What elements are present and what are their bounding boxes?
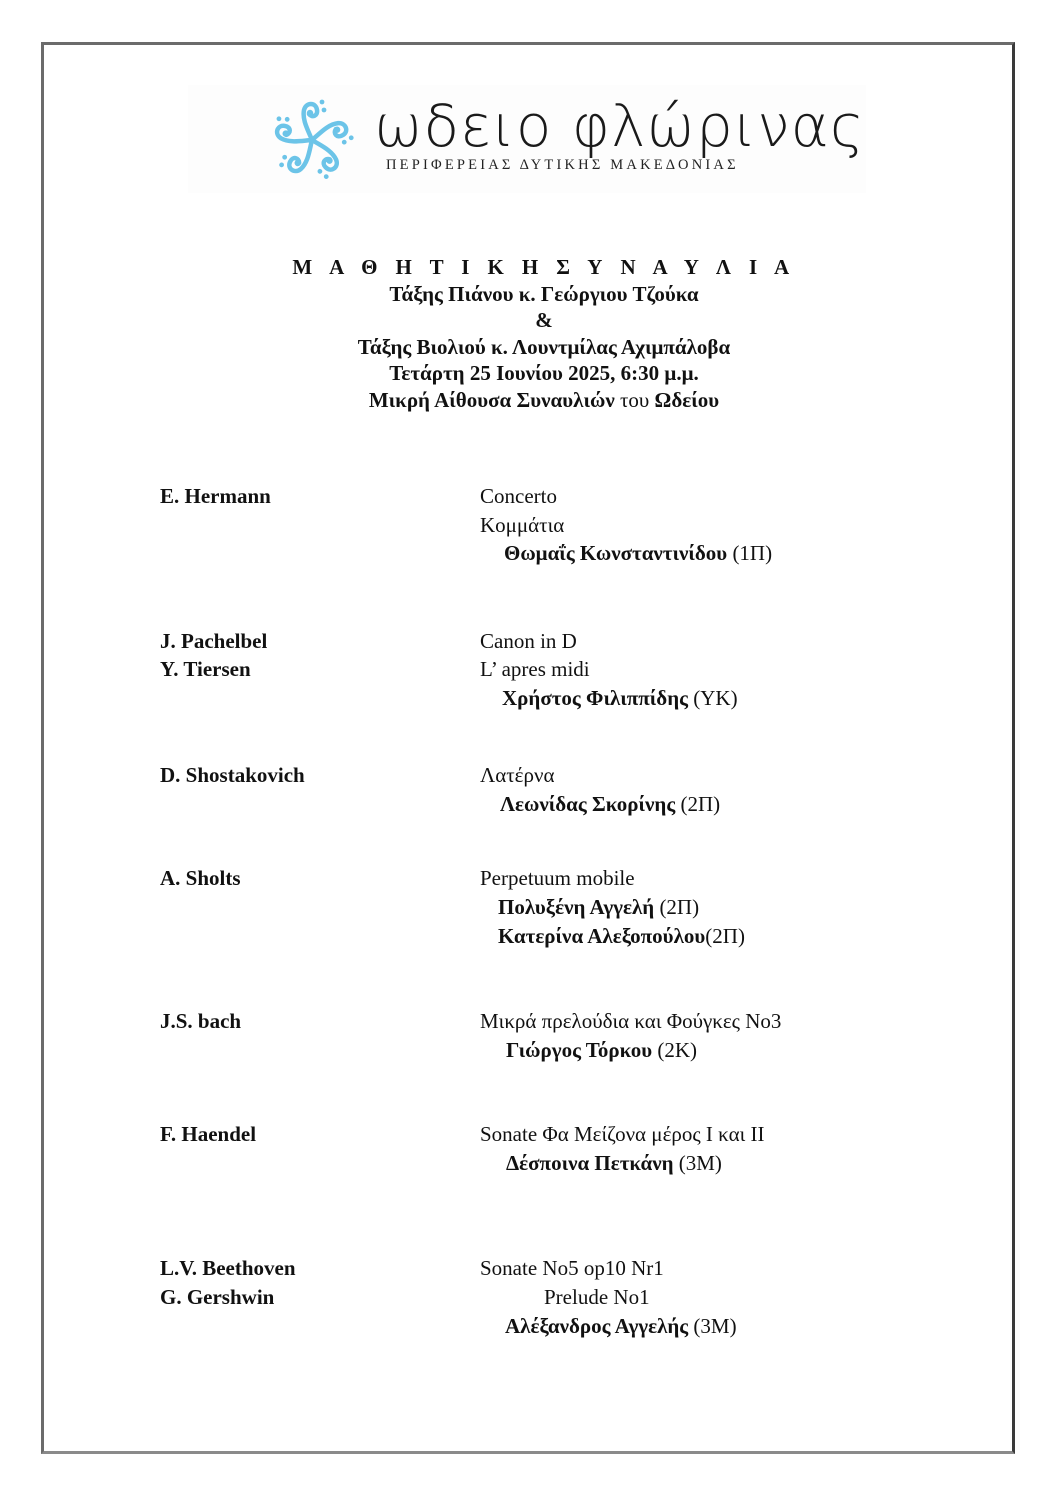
logo-subtitle: ΠΕΡΙΦΕΡΕΙΑΣ ΔΥΤΙΚΗΣ ΜΑΚΕΔΟΝΙΑΣ [386,157,739,173]
violin-class-line: Τάξης Βιολιού κ. Λουντμίλας Αχιμπάλοβα [357,334,731,359]
logo-title: ωδειο φλώρινας [374,92,865,160]
performer-name: Γιώργος Τόρκου [506,1038,653,1062]
venue-name: Μικρή Αίθουσα Συναυλιών [368,387,615,412]
work-title: Κομμάτια [480,513,565,537]
performer-class: (3Μ) [688,1314,737,1338]
performer-name: Κατερίνα Αλεξοπούλου [498,924,706,948]
performer-class: (2Π) [705,924,745,948]
performer-name: Αλέξανδρος Αγγελής [505,1314,689,1338]
venue-institution: Ωδείου [654,387,720,412]
composer: F. Haendel [160,1122,257,1146]
work-title: L’ apres midi [480,657,590,681]
performer-class: (2Π) [654,895,700,919]
performer [498,893,699,921]
performer [500,790,720,818]
performer-name: Πολυξένη Αγγελή [498,895,655,919]
performer-class: (1Π) [727,541,773,565]
concert-heading [0,254,1058,413]
composer: E. Hermann [160,484,271,508]
performer-name: Λεωνίδας Σκορίνης [500,792,676,816]
performer [504,539,772,567]
work-title: Sonate No5 op10 Nr1 [480,1256,664,1280]
work-title: Μικρά πρελούδια και Φούγκες Νο3 [480,1009,782,1033]
performer-class: (2Κ) [652,1038,697,1062]
performer-class: (ΥΚ) [688,686,738,710]
venue-line [0,387,1058,414]
work-title: Sonate Φα Μείζονα μέρος Ι και ΙΙ [480,1122,765,1146]
ampersand-line: & [535,308,553,332]
composer: L.V. Beethoven [160,1256,296,1280]
composer: Y. Tiersen [160,657,251,681]
piano-class-line: Τάξης Πιάνου κ. Γεώργιου Τζούκα [389,281,699,306]
concert-title: Μ Α Θ Η Τ Ι Κ Η Σ Υ Ν Α Υ Λ Ι Α [292,255,796,279]
work-title: Perpetuum mobile [480,866,635,890]
performer-name: Θωμαΐς Κωνσταντινίδου [504,541,728,565]
date-time-line: Τετάρτη 25 Ιουνίου 2025, 6:30 μ.μ. [389,361,699,385]
venue-connector: του [614,387,655,412]
work-title: Concerto [480,484,557,508]
performer [506,1149,722,1177]
performer [506,1036,697,1064]
performer-class: (3Μ) [673,1151,722,1175]
clef-flower-logo-icon [262,90,362,190]
conservatory-logo [188,85,866,193]
composer: G. Gershwin [160,1285,275,1309]
composer: J.S. bach [160,1009,242,1033]
performer-name: Δέσποινα Πετκάνη [506,1151,674,1175]
composer: J. Pachelbel [160,629,268,653]
work-title: Canon in D [480,629,577,653]
performer-class: (2Π) [675,792,721,816]
composer: A. Sholts [160,866,241,890]
work-title: Λατέρνα [480,763,555,787]
performer [502,684,738,712]
performer-name: Χρήστος Φιλιππίδης [502,686,688,710]
work-title: Prelude No1 [544,1285,650,1309]
performer [498,922,745,950]
performer [505,1312,737,1340]
composer: D. Shostakovich [160,763,305,787]
